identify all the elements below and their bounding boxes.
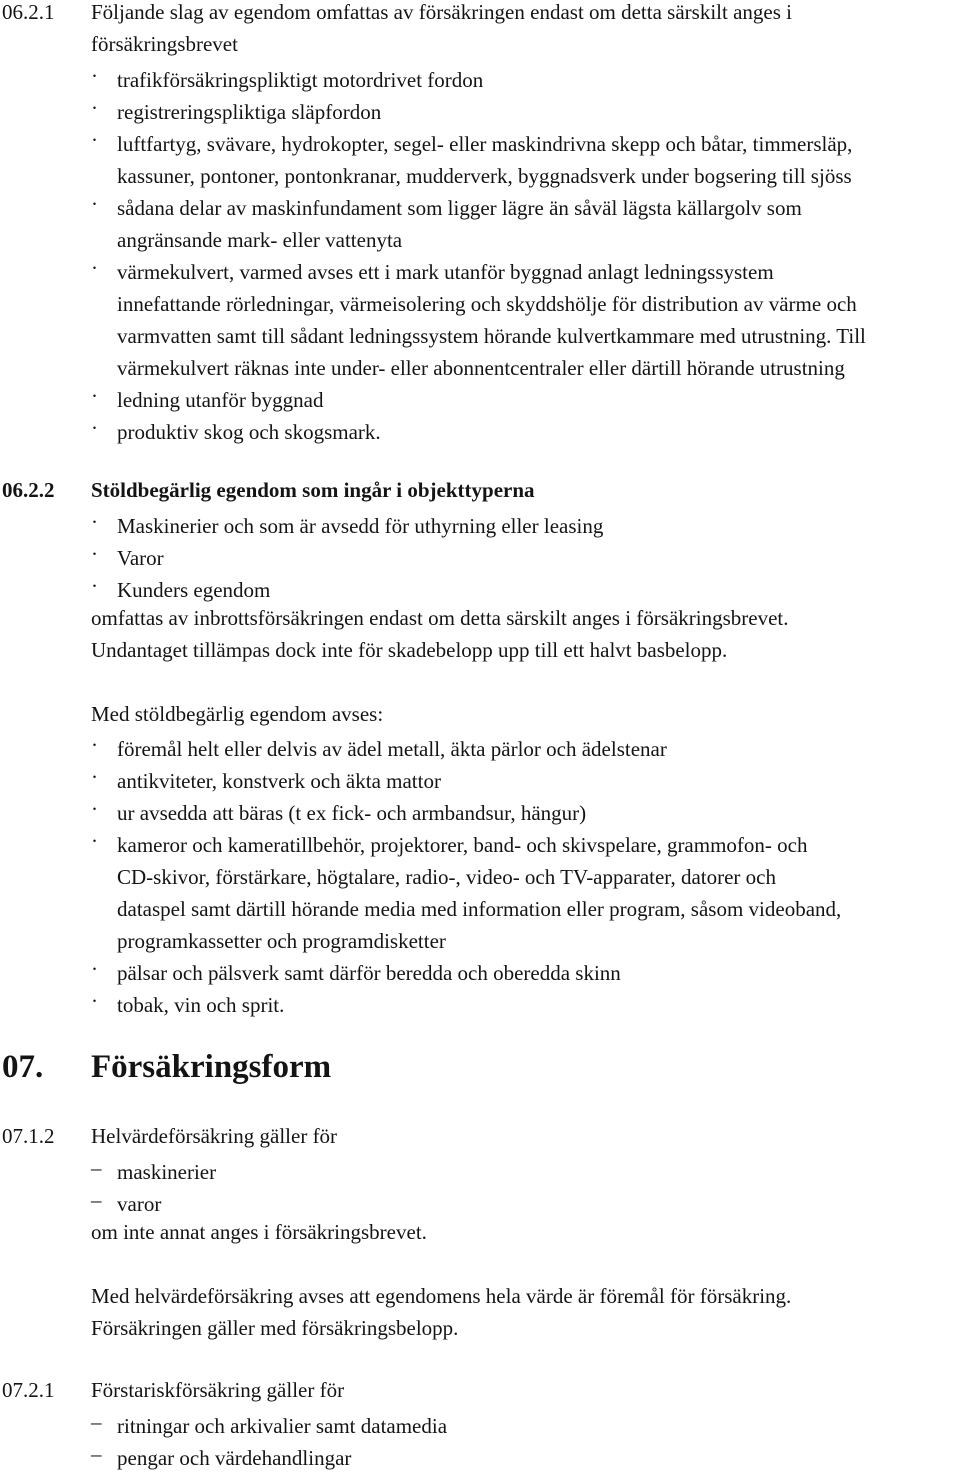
list-item [91, 1410, 951, 1442]
chapter-title: Försäkringsform [91, 1049, 332, 1085]
chapter-number: 07. [2, 1049, 44, 1085]
list-item [91, 96, 951, 128]
list-item-line: CD-skivor, förstärkare, högtalare, radio-, video- och TV-apparater, datorer och [117, 865, 776, 889]
bullet-icon: · [91, 733, 98, 757]
list-item-text [117, 989, 951, 1021]
list-item [91, 957, 951, 989]
bullet-icon: · [91, 542, 98, 566]
bullet-icon: · [91, 829, 98, 853]
list-item [91, 192, 951, 256]
list-item-text [117, 957, 951, 989]
list-item [91, 797, 951, 829]
list-item-text: maskinerier [117, 1160, 217, 1184]
list-item [91, 1156, 951, 1188]
list-item-text [117, 192, 951, 256]
section-number: 06.2.1 [2, 0, 55, 24]
section-heading-line-2: försäkringsbrevet [91, 32, 238, 56]
bullet-icon: · [91, 989, 98, 1013]
list-item-line: sådana delar av maskinfundament som ligger lägre än såväl lägsta källargolv som [117, 196, 802, 220]
list-item-text [117, 797, 951, 829]
section-number: 07.2.1 [2, 1378, 55, 1402]
list-item-line: kameror och kameratillbehör, projektorer, band- och skivspelare, grammofon- och [117, 833, 808, 857]
section-number: 06.2.2 [2, 478, 55, 502]
bullet-icon: · [91, 96, 98, 120]
list-item-line: Maskinerier och som är avsedd för uthyrning eller leasing [117, 514, 604, 538]
list-item-text [117, 256, 951, 384]
list-item-line: kassuner, pontoner, pontonkranar, mudderverk, byggnadsverk under bogsering till sjöss [117, 164, 852, 188]
list-item [91, 384, 951, 416]
list-item-text [117, 733, 951, 765]
bullet-list [91, 733, 951, 1021]
bullet-icon: · [91, 510, 98, 534]
bullet-icon: · [91, 64, 98, 88]
section-heading: Helvärdeförsäkring gäller för [91, 1124, 338, 1148]
paragraph-line: omfattas av inbrottsförsäkringen endast om detta särskilt anges i försäkringsbrevet. [91, 606, 789, 630]
list-item-line: luftfartyg, svävare, hydrokopter, segel- eller maskindrivna skepp och båtar, timmersläp, [117, 132, 853, 156]
list-item [91, 1442, 951, 1474]
dash-icon: – [91, 1410, 102, 1434]
bullet-icon: · [91, 192, 98, 216]
list-item-line: föremål helt eller delvis av ädel metall, äkta pärlor och ädelstenar [117, 737, 667, 761]
section-heading-line-1: Följande slag av egendom omfattas av försäkringen endast om detta särskilt anges i [91, 0, 792, 24]
list-item-line: värmekulvert räknas inte under- eller abonnentcentraler eller därtill hörande utrustning [117, 356, 845, 380]
list-item-text [117, 96, 951, 128]
list-item-text [117, 829, 951, 957]
list-item [91, 829, 951, 957]
dash-icon: – [91, 1442, 102, 1466]
dash-list [91, 1410, 951, 1474]
list-item-line: antikviteter, konstverk och äkta mattor [117, 769, 441, 793]
list-item-text [117, 64, 951, 96]
bullet-icon: · [91, 797, 98, 821]
list-item-line: pälsar och pälsverk samt därför beredda och oberedda skinn [117, 961, 621, 985]
list-item [91, 765, 951, 797]
list-item [91, 256, 951, 384]
list-item [91, 128, 951, 192]
list-item-text [117, 574, 951, 606]
list-item-text [117, 384, 951, 416]
list-item-line: dataspel samt därtill hörande media med information eller program, såsom videoband, [117, 897, 842, 921]
bullet-icon: · [91, 384, 98, 408]
list-item-line: trafikförsäkringspliktigt motordrivet fordon [117, 68, 484, 92]
section-heading: Förstariskförsäkring gäller för [91, 1378, 345, 1402]
list-item-text: varor [117, 1192, 162, 1216]
dash-icon: – [91, 1188, 102, 1212]
list-item [91, 416, 951, 448]
list-item [91, 510, 951, 542]
list-item-line: tobak, vin och sprit. [117, 993, 285, 1017]
list-item-line: angränsande mark- eller vattenyta [117, 228, 403, 252]
list-item-line: värmekulvert, varmed avses ett i mark utanför byggnad anlagt ledningssystem [117, 260, 774, 284]
bullet-list [91, 64, 951, 448]
list-item-text [117, 128, 951, 192]
bullet-icon: · [91, 957, 98, 981]
bullet-icon: · [91, 256, 98, 280]
list-item-line: Varor [117, 546, 164, 570]
list-item-text: ritningar och arkivalier samt datamedia [117, 1414, 448, 1438]
list-item-line: innefattande rörledningar, värmeisolering och skyddshölje för distribution av värme och [117, 292, 857, 316]
paragraph-line: Undantaget tillämpas dock inte för skadebelopp upp till ett halvt basbelopp. [91, 638, 728, 662]
section-number: 07.1.2 [2, 1124, 55, 1148]
paragraph-line: Försäkringen gäller med försäkringsbelopp. [91, 1316, 459, 1340]
list-item-line: ledning utanför byggnad [117, 388, 324, 412]
list-item [91, 542, 951, 574]
section-heading: Stöldbegärlig egendom som ingår i objekttyperna [91, 478, 535, 502]
chapter-heading [2, 1049, 332, 1086]
list-item-text [117, 542, 951, 574]
list-item-line: produktiv skog och skogsmark. [117, 420, 381, 444]
list-item-line: programkassetter och programdisketter [117, 929, 446, 953]
paragraph-line: om inte annat anges i försäkringsbrevet. [91, 1220, 427, 1244]
bullet-icon: · [91, 128, 98, 152]
list-item [91, 574, 951, 606]
bullet-list [91, 510, 951, 606]
list-item-text [117, 765, 951, 797]
bullet-icon: · [91, 574, 98, 598]
list-item-line: Kunders egendom [117, 578, 271, 602]
bullet-icon: · [91, 765, 98, 789]
list-item-line: varmvatten samt till sådant ledningssystem hörande kulvertkammare med utrustning. Till [117, 324, 866, 348]
list-item-text [117, 416, 951, 448]
list-item-line: ur avsedda att bäras (t ex fick- och armbandsur, hängur) [117, 801, 587, 825]
list-item [91, 1188, 951, 1220]
list-intro: Med stöldbegärlig egendom avses: [91, 702, 384, 726]
dash-list [91, 1156, 951, 1220]
list-item [91, 989, 951, 1021]
list-item-text: pengar och värdehandlingar [117, 1446, 352, 1470]
bullet-icon: · [91, 416, 98, 440]
list-item-text [117, 510, 951, 542]
list-item [91, 733, 951, 765]
dash-icon: – [91, 1156, 102, 1180]
list-item [91, 64, 951, 96]
list-item-line: registreringspliktiga släpfordon [117, 100, 382, 124]
paragraph-line: Med helvärdeförsäkring avses att egendomens hela värde är föremål för försäkring. [91, 1284, 792, 1308]
